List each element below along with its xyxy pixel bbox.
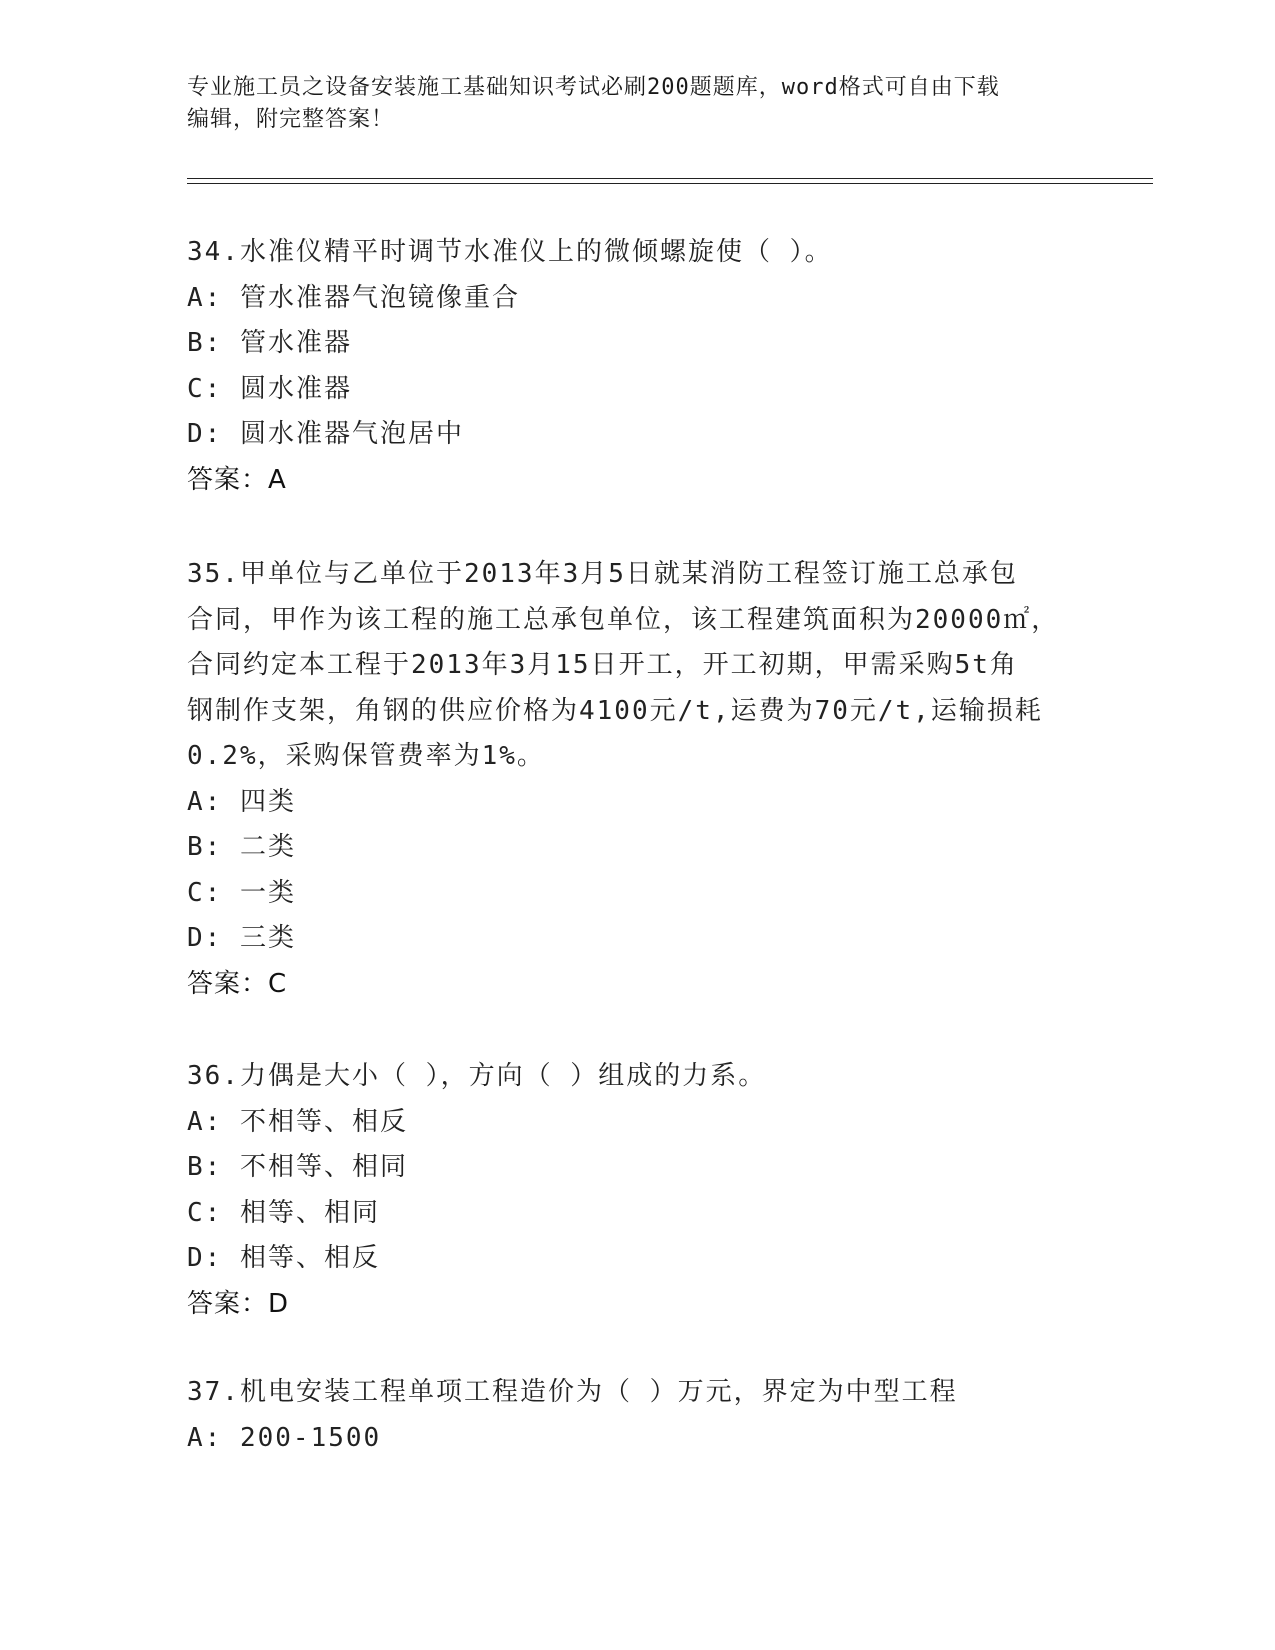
question-stem-line-3: 合同约定本工程于2013年3月15日开工，开工初期，甲需采购5t角 (187, 650, 1018, 680)
question-stem: 37.机电安装工程单项工程造价为（ ）万元，界定为中型工程 (187, 1377, 958, 1407)
question-stem-line-5: 0.2%，采购保管费率为1%。 (187, 741, 545, 771)
option-c: C: 一类 (187, 877, 296, 908)
question-stem: 34.水准仪精平时调节水准仪上的微倾螺旋使（ ）。 (187, 237, 833, 267)
document-header (187, 72, 1067, 136)
option-c: C: 圆水准器 (187, 373, 352, 404)
option-d: D: 三类 (187, 923, 296, 953)
answer-line: 答案：C (187, 968, 288, 999)
question-37 (187, 1370, 1087, 1461)
option-c: C: 相等、相同 (187, 1197, 380, 1228)
option-d: D: 圆水准器气泡居中 (187, 419, 464, 449)
question-stem: 36.力偶是大小（ ），方向（ ）组成的力系。 (187, 1061, 767, 1091)
question-35 (187, 552, 1087, 1007)
question-stem-line-2: 合同，甲作为该工程的施工总承包单位，该工程建筑面积为20000㎡， (187, 604, 1060, 635)
question-stem-line-4: 钢制作支架，角钢的供应价格为4100元/t,运费为70元/t,运输损耗 (187, 695, 1043, 726)
header-line-2: 编辑，附完整答案！ (187, 107, 395, 132)
question-34 (187, 230, 1087, 503)
question-stem-line-1: 35.甲单位与乙单位于2013年3月5日就某消防工程签订施工总承包 (187, 559, 1018, 589)
question-36 (187, 1054, 1087, 1327)
option-a: A: 四类 (187, 786, 296, 817)
header-divider-bottom (187, 183, 1153, 184)
option-a: A: 200-1500 (187, 1422, 382, 1453)
answer-line: 答案：D (187, 1288, 290, 1319)
answer-line: 答案：A (187, 464, 287, 495)
header-line-1: 专业施工员之设备安装施工基础知识考试必刷200题题库，word格式可自由下载 (187, 75, 1000, 100)
option-d: D: 相等、相反 (187, 1243, 380, 1273)
option-b: B: 二类 (187, 832, 296, 862)
option-a: A: 管水准器气泡镜像重合 (187, 282, 520, 313)
option-b: B: 不相等、相同 (187, 1152, 408, 1182)
option-b: B: 管水准器 (187, 328, 352, 358)
option-a: A: 不相等、相反 (187, 1106, 408, 1137)
header-divider-top (187, 178, 1153, 179)
